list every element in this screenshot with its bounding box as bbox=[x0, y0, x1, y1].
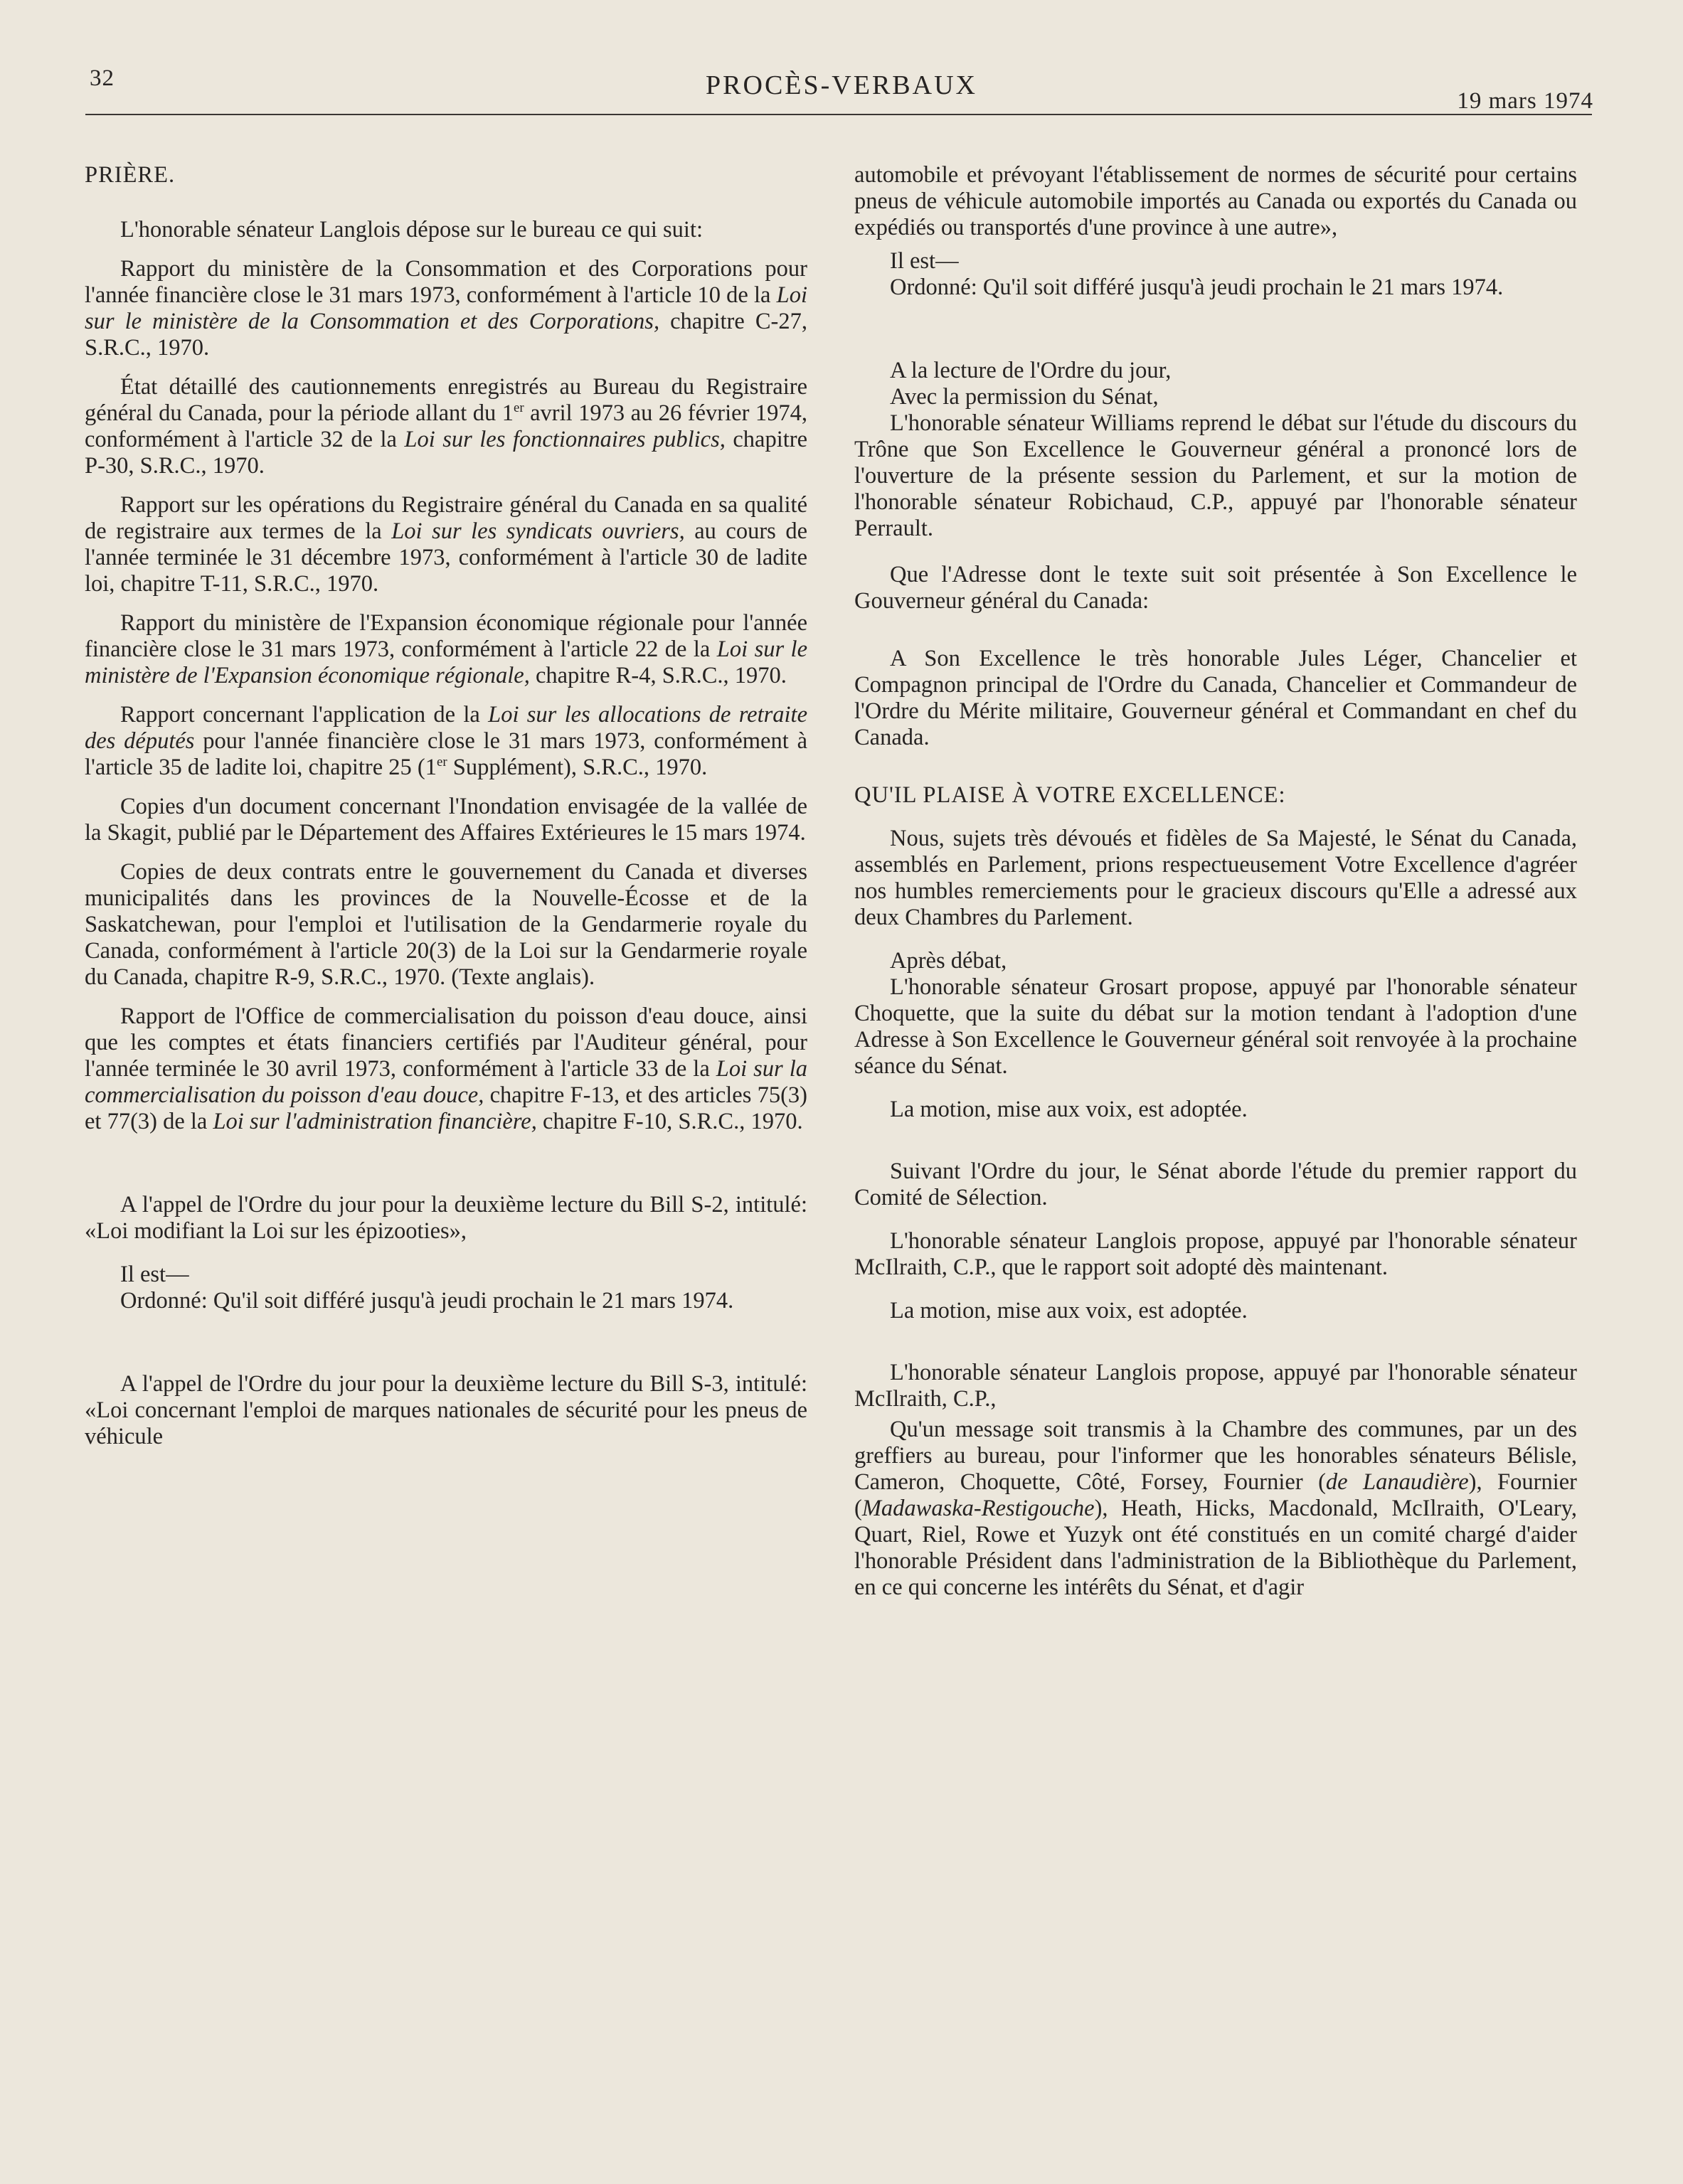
header-rule bbox=[85, 114, 1592, 115]
paragraph-office-poisson: Rapport de l'Office de commercialisation du poisson d'eau douce, ainsi que les comptes et états financiers certifiés par l'Auditeur général, pour l'année terminée le 30 avril 1973, conformément à l'article 33 de la Loi sur la commercialisation du poisson d'eau douce, chapitre F-13, et des articles 75(3) et 77(3) de la Loi sur l'administration financière, chapitre F-10, S.R.C., 1970. bbox=[85, 1003, 807, 1134]
bill-s3-intro: A l'appel de l'Ordre du jour pour la deuxième lecture du Bill S-3, intitulé: «Loi concernant l'emploi de marques nationales de sécurité pour les pneus de véhicule bbox=[85, 1371, 807, 1449]
bill-s3-continuation: automobile et prévoyant l'établissement de normes de sécurité pour certains pneus de véhicule automobile importés au Canada ou exportés du Canada ou expédiés ou transportés d'une province à une autre», bbox=[854, 162, 1577, 240]
paragraph-adresse: Que l'Adresse dont le texte suit soit présentée à Son Excellence le Gouverneur général du Canada: bbox=[854, 562, 1577, 614]
running-title: PROCÈS-VERBAUX bbox=[706, 70, 977, 100]
bill-s3-ordonne: Ordonné: Qu'il soit différé jusqu'à jeudi prochain le 21 mars 1974. bbox=[890, 275, 1504, 300]
paragraph-langlois-rapport: L'honorable sénateur Langlois propose, appuyé par l'honorable sénateur McIlraith, C.P., que le rapport soit adopté dès maintenant. bbox=[854, 1228, 1577, 1280]
heading-plaise: QU'IL PLAISE À VOTRE EXCELLENCE: bbox=[854, 782, 1286, 808]
header-date: 19 mars 1974 bbox=[1457, 88, 1593, 114]
paragraph-rapport-consommation: Rapport du ministère de la Consommation et des Corporations pour l'année financière close le 31 mars 1973, conformément à l'article 10 de la Loi sur le ministère de la Consommation et des Corporations, chapitre C-27, S.R.C., 1970. bbox=[85, 256, 807, 361]
motion-adoptee-2: La motion, mise aux voix, est adoptée. bbox=[890, 1298, 1248, 1323]
motion-adoptee-1: La motion, mise aux voix, est adoptée. bbox=[890, 1097, 1248, 1122]
priere-heading: PRIÈRE. bbox=[85, 162, 176, 188]
ordre-du-jour: A la lecture de l'Ordre du jour, bbox=[890, 358, 1172, 383]
apres-debat: Après débat, bbox=[890, 948, 1007, 974]
paragraph-comite-selection: Suivant l'Ordre du jour, le Sénat aborde l'étude du premier rapport du Comité de Sélection. bbox=[854, 1158, 1577, 1210]
paragraph-son-excellence: A Son Excellence le très honorable Jules Léger, Chancelier et Compagnon principal de l'Ordre du Canada, Chancelier et Commandeur de l'Ordre du Mérite militaire, Gouverneur général et Commandant en chef du Canada. bbox=[854, 646, 1577, 750]
bill-s3-il-est: Il est— bbox=[890, 248, 959, 274]
paragraph-skagit: Copies d'un document concernant l'Inondation envisagée de la vallée de la Skagit, publié par le Département des Affaires Extérieures le 15 mars 1974. bbox=[85, 794, 807, 846]
page-number: 32 bbox=[90, 65, 115, 91]
paragraph-expansion: Rapport du ministère de l'Expansion économique régionale pour l'année financière close le 31 mars 1973, conformément à l'article 22 de la Loi sur le ministère de l'Expansion économique régionale, chapitre R-4, S.R.C., 1970. bbox=[85, 610, 808, 688]
right-column bbox=[854, 162, 1577, 1601]
paragraph-contrats: Copies de deux contrats entre le gouvernement du Canada et diverses municipalités dans les provinces de la Nouvelle-Écosse et de la Saskatchewan, pour l'emploi et l'utilisation de la Gendarmerie royale du Canada, conformément à l'article 20(3) de la Loi sur la Gendarmerie royale du Canada, chapitre R-9, S.R.C., 1970. (Texte anglais). bbox=[85, 859, 807, 990]
left-column bbox=[85, 162, 807, 1450]
bill-s2-intro: A l'appel de l'Ordre du jour pour la deuxième lecture du Bill S-2, intitulé: «Loi modifiant la Loi sur les épizooties», bbox=[85, 1192, 807, 1244]
paragraph-depot: L'honorable sénateur Langlois dépose sur le bureau ce qui suit: bbox=[120, 217, 704, 243]
paragraph-registraire: Rapport sur les opérations du Registraire général du Canada en sa qualité de registraire aux termes de la Loi sur les syndicats ouvriers, au cours de l'année terminée le 31 décembre 1973, conformément à l'article 30 de ladite loi, chapitre T-11, S.R.C., 1970. bbox=[85, 492, 808, 597]
paragraph-allocations: Rapport concernant l'application de la Loi sur les allocations de retraite des députés pour l'année financière close le 31 mars 1973, conformément à l'article 35 de ladite loi, chapitre 25 (1er Supplément), S.R.C., 1970. bbox=[85, 702, 807, 780]
paragraph-sujets: Nous, sujets très dévoués et fidèles de Sa Majesté, le Sénat du Canada, assemblés en Parlement, prions respectueusement Votre Excellence d'agréer nos humbles remerciements pour le gracieux discours qu'Elle a adressé aux deux Chambres du Parlement. bbox=[854, 826, 1577, 930]
permission-senat: Avec la permission du Sénat, bbox=[890, 384, 1159, 410]
paragraph-langlois-message: L'honorable sénateur Langlois propose, appuyé par l'honorable sénateur McIlraith, C.P., bbox=[854, 1360, 1577, 1412]
paragraph-williams: L'honorable sénateur Williams reprend le débat sur l'étude du discours du Trône que Son Excellence le Gouverneur général a prononcé lors de l'ouverture de la présente session du Parlement, et sur la motion de l'honorable sénateur Robichaud, C.P., appuyé par l'honorable sénateur Perrault. bbox=[854, 410, 1577, 541]
paragraph-cautionnements: État détaillé des cautionnements enregistrés au Bureau du Registraire général du Canada, pour la période allant du 1er avril 1973 au 26 février 1974, conformément à l'article 32 de la Loi sur les fonctionnaires publics, chapitre P-30, S.R.C., 1970. bbox=[85, 374, 807, 479]
bill-s2-il-est: Il est— bbox=[120, 1262, 189, 1287]
paragraph-message-communes: Qu'un message soit transmis à la Chambre des communes, par un des greffiers au bureau, pour l'informer que les honorables sénateurs Bélisle, Cameron, Choquette, Côté, Forsey, Fournier (de Lanaudière), Fournier (Madawaska-Restigouche), Heath, Hicks, Macdonald, McIlraith, O'Leary, Quart, Riel, Rowe et Yuzyk ont été constitués en un comité chargé d'aider l'honorable Président dans l'administration de la Bibliothèque du Parlement, en ce qui concerne les intérêts du Sénat, et d'agir bbox=[854, 1417, 1577, 1600]
paragraph-grosart: L'honorable sénateur Grosart propose, appuyé par l'honorable sénateur Choquette, que la suite du débat sur la motion tendant à l'adoption d'une Adresse à Son Excellence le Gouverneur général soit renvoyée à la prochaine séance du Sénat. bbox=[854, 974, 1577, 1079]
bill-s2-ordonne: Ordonné: Qu'il soit différé jusqu'à jeudi prochain le 21 mars 1974. bbox=[120, 1288, 734, 1314]
